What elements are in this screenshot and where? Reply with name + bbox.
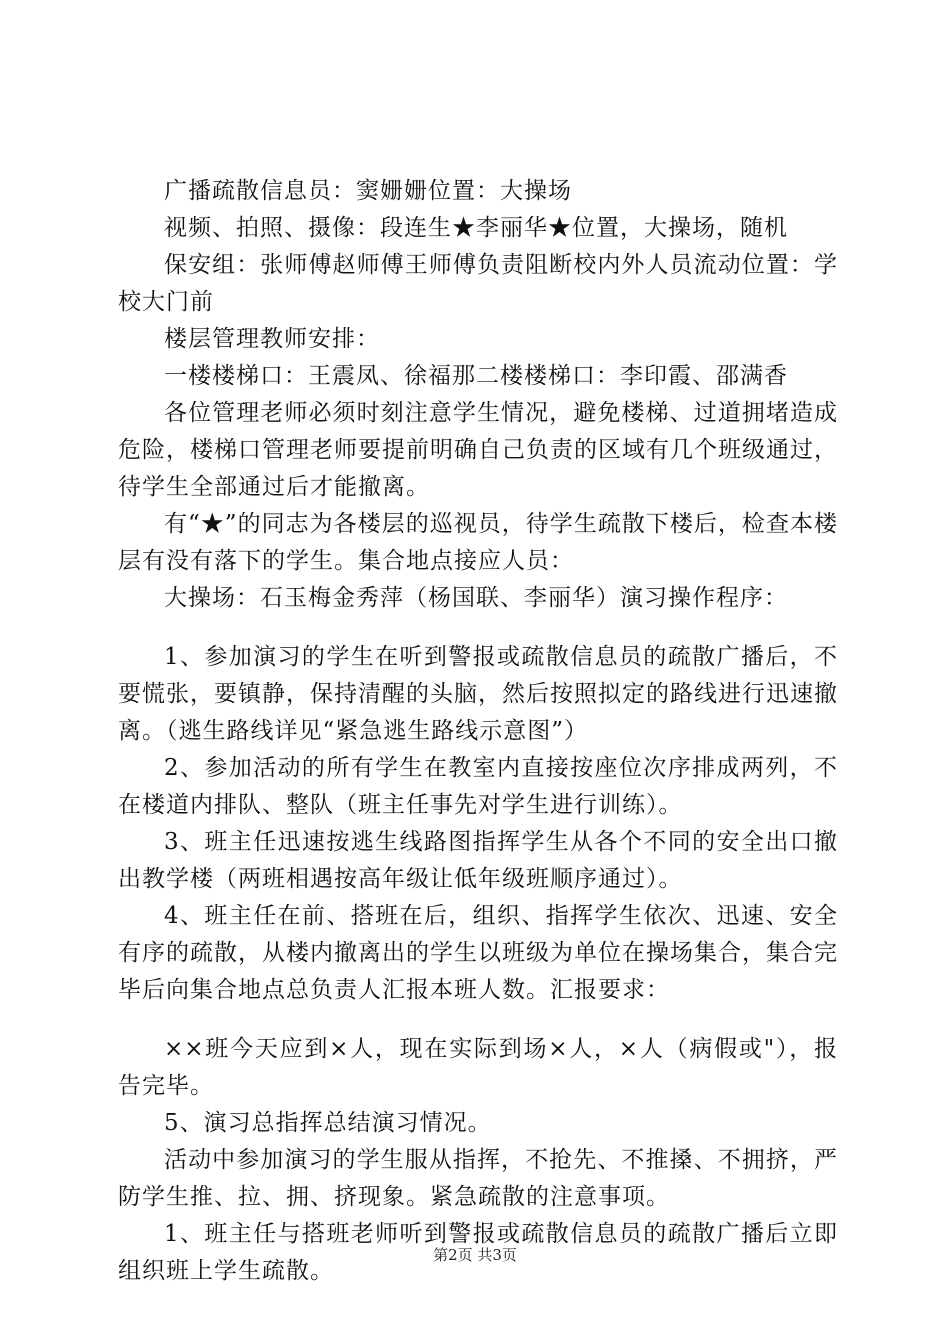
paragraph-floor-management: 楼层管理教师安排： <box>164 326 380 352</box>
paragraph-step-5: 5、演习总指挥总结演习情况。 <box>164 1110 492 1136</box>
paragraph-report-format: ××班今天应到×人，现在实际到场×人，×人（病假或"），报告完毕。 <box>118 1036 838 1099</box>
paragraph-broadcast-info: 广播疏散信息员：窦姗姗位置：大操场 <box>164 178 572 204</box>
document-body <box>118 173 838 1290</box>
paragraph-step-3: 3、班主任迅速按逃生线路图指挥学生从各个不同的安全出口撤出教学楼（两班相遇按高年级让低年级班顺序通过）。 <box>118 829 838 892</box>
paragraph-patrol-note: 有“★”的同志为各楼层的巡视员，待学生疏散下楼后，检查本楼层有没有落下的学生。集合地点接应人员： <box>118 511 838 574</box>
paragraph-manager-duties: 各位管理老师必须时刻注意学生情况，避免楼梯、过道拥堵造成危险，楼梯口管理老师要提前明确自己负责的区域有几个班级通过，待学生全部通过后才能撤离。 <box>118 400 838 500</box>
paragraph-security-group: 保安组：张师傅赵师傅王师傅负责阻断校内外人员流动位置：学校大门前 <box>118 252 838 315</box>
page-footer: 第2页 共3页 <box>433 1246 517 1264</box>
paragraph-video-photo: 视频、拍照、摄像：段连生★李丽华★位置，大操场，随机 <box>164 215 788 241</box>
paragraph-notice-1: 1、班主任与搭班老师听到警报或疏散信息员的疏散广播后立即组织班上学生疏散。 <box>118 1221 838 1284</box>
paragraph-assembly-point: 大操场：石玉梅金秀萍（杨国联、李丽华）演习操作程序： <box>164 585 788 611</box>
paragraph-stairway-assignments: 一楼楼梯口：王震凤、徐福那二楼楼梯口：李印霞、邵满香 <box>164 363 788 389</box>
paragraph-step-4: 4、班主任在前、搭班在后，组织、指挥学生依次、迅速、安全有序的疏散，从楼内撤离出的学生以班级为单位在操场集合，集合完毕后向集合地点总负责人汇报本班人数。汇报要求： <box>118 903 838 1003</box>
paragraph-step-2: 2、参加活动的所有学生在教室内直接按座位次序排成两列，不在楼道内排队、整队（班主任事先对学生进行训练）。 <box>118 755 838 818</box>
paragraph-activity-rules: 活动中参加演习的学生服从指挥，不抢先、不推搡、不拥挤，严防学生推、拉、拥、挤现象。紧急疏散的注意事项。 <box>118 1147 838 1210</box>
paragraph-step-1: 1、参加演习的学生在听到警报或疏散信息员的疏散广播后，不要慌张，要镇静，保持清醒的头脑，然后按照拟定的路线进行迅速撤离。（逃生路线详见“紧急逃生路线示意图”） <box>118 644 838 744</box>
